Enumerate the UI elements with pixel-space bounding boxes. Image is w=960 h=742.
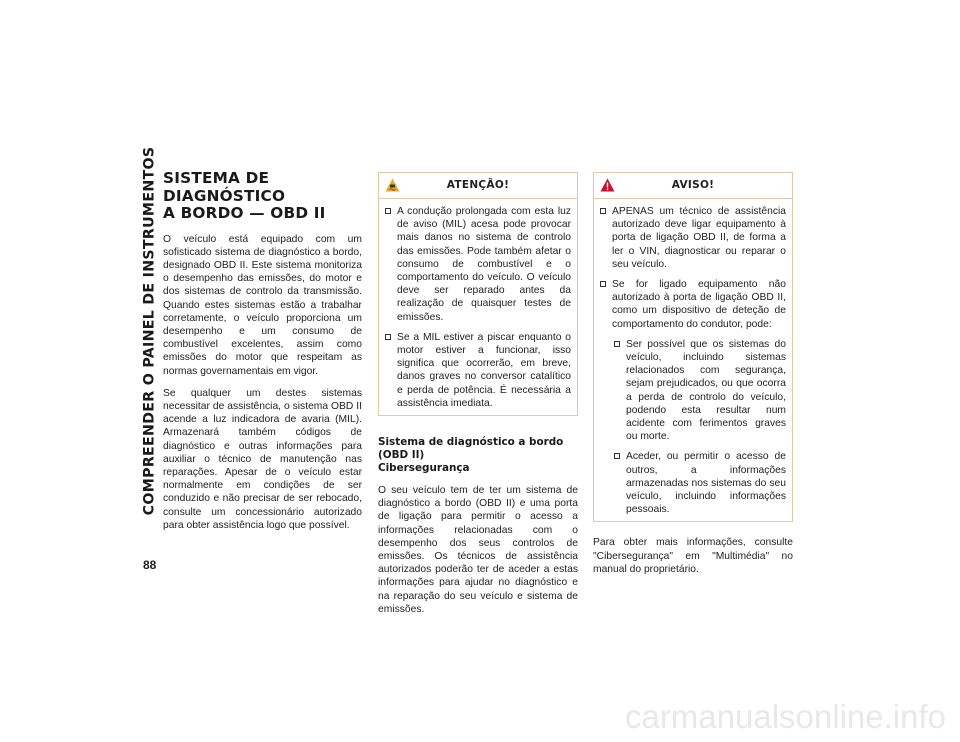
square-bullet-icon (600, 281, 606, 287)
warning-sub-item (614, 338, 786, 444)
attention-title: ATENÇÃO! (446, 178, 510, 191)
warning-list-item (600, 278, 786, 331)
attention-box-header (379, 173, 577, 199)
warning-list-item (600, 205, 786, 271)
warning-list-item (385, 205, 571, 324)
warning-box-body (594, 199, 792, 521)
warning-box (593, 172, 793, 522)
square-bullet-icon (614, 453, 620, 459)
warning-box-header (594, 173, 792, 199)
section-side-title (139, 146, 159, 516)
body-paragraph: Se qualquer um destes sistemas necessitar de assistência, o sistema OBD II acende a luz indicadora de avaria (MIL). Armazenará também códigos de diagnóstico e outras informações para auxiliar o técnico de manutenção nas reparações. Apesar de o veículo estar normalmente em condições de ser conduzido e não precisar de ser rebocado, consulte um concessionário autorizado para obter assistência logo que possível. (163, 387, 362, 531)
main-heading-line1: SISTEMA DE DIAGNÓSTICO (163, 169, 286, 205)
subheading-line2: Cibersegurança (378, 462, 470, 475)
warning-list-item (385, 331, 571, 410)
attention-box (378, 172, 578, 416)
body-paragraph: Para obter mais informações, consulte "Cibersegurança" em "Multimédia" no manual do proprietário. (593, 537, 793, 575)
warning-item-text: Se for ligado equipamento não autorizado à porta de ligação OBD II, como um dispositivo de deteção de comportamento do condutor, pode: (612, 279, 786, 330)
warning-title: AVISO! (671, 178, 715, 191)
exclamation-triangle-icon (600, 178, 615, 192)
side-title-text: COMPREENDER O PAINEL DE INSTRUMENTOS (141, 146, 157, 516)
main-heading-line2: A BORDO — OBD II (163, 204, 326, 222)
warning-item-text: APENAS um técnico de assistência autorizado deve ligar equipamento à porta de ligação OBD II, de forma a ler o VIN, diagnosticar ou reparar o seu veículo. (612, 206, 786, 270)
body-paragraph: O seu veículo tem de ter um sistema de diagnóstico a bordo (OBD II) e uma porta de ligação para permitir o acesso a informações relacionadas com o desempenho dos seus controlos de emissões. Os técnicos de assistência autorizados poderão ter de aceder a estas informações para ajudar no diagnóstico e na reparação do seu veículo e sistema de emissões. (378, 485, 578, 615)
warning-sub-item (614, 450, 786, 516)
column-right (593, 172, 793, 585)
car-skid-warning-icon (385, 178, 400, 192)
warning-subitem-text: Ser possível que os sistemas do veículo, incluindo sistemas relacionados com segurança, sejam prejudicados, ou que ocorra a perda de controlo do veículo, podendo esta resultar num acidente com ferimentos graves ou morte. (626, 338, 786, 443)
warning-subitem-text: Aceder, ou permitir o acesso de outros, a informações armazenadas nos sistemas do seu veículo, incluindo informações pessoais. (626, 451, 786, 516)
warning-item-text: Se a MIL estiver a piscar enquanto o motor estiver a funcionar, isso significa que ocorrerão, em breve, danos graves no conversor catalítico e perda de potência. É necessária a assistência imediata. (397, 331, 571, 409)
watermark: carmanualsonline.info (624, 698, 946, 735)
column-middle (378, 172, 578, 625)
square-bullet-icon (385, 208, 391, 214)
square-bullet-icon (600, 208, 606, 214)
page-number: 88 (143, 558, 157, 572)
warning-item-text: A condução prolongada com esta luz de aviso (MIL) acesa pode provocar mais danos no sistema de controlo das emissões. Pode também afetar o consumo de combustível e o comportamento do veículo. O veículo deve ser reparado antes da realização de quaisquer testes de emissões. (397, 206, 571, 323)
column-left (163, 170, 362, 541)
subheading-line1: Sistema de diagnóstico a bordo (OBD II) (378, 436, 564, 462)
subheading (378, 436, 578, 475)
attention-box-body (379, 199, 577, 415)
square-bullet-icon (614, 341, 620, 347)
body-paragraph: O veículo está equipado com um sofisticado sistema de diagnóstico a bordo, designado OBD II. Este sistema monitoriza o desempenho das emissões, do motor e dos sistemas de controlo da transmissão. Quando estes sistemas estão a trabalhar corretamente, o veículo proporciona um desempenho e um consumo de combustível excelentes, assim como emissões do motor que respeitam as normas governamentais em vigor. (163, 233, 362, 377)
square-bullet-icon (385, 334, 391, 340)
main-heading (163, 170, 362, 223)
